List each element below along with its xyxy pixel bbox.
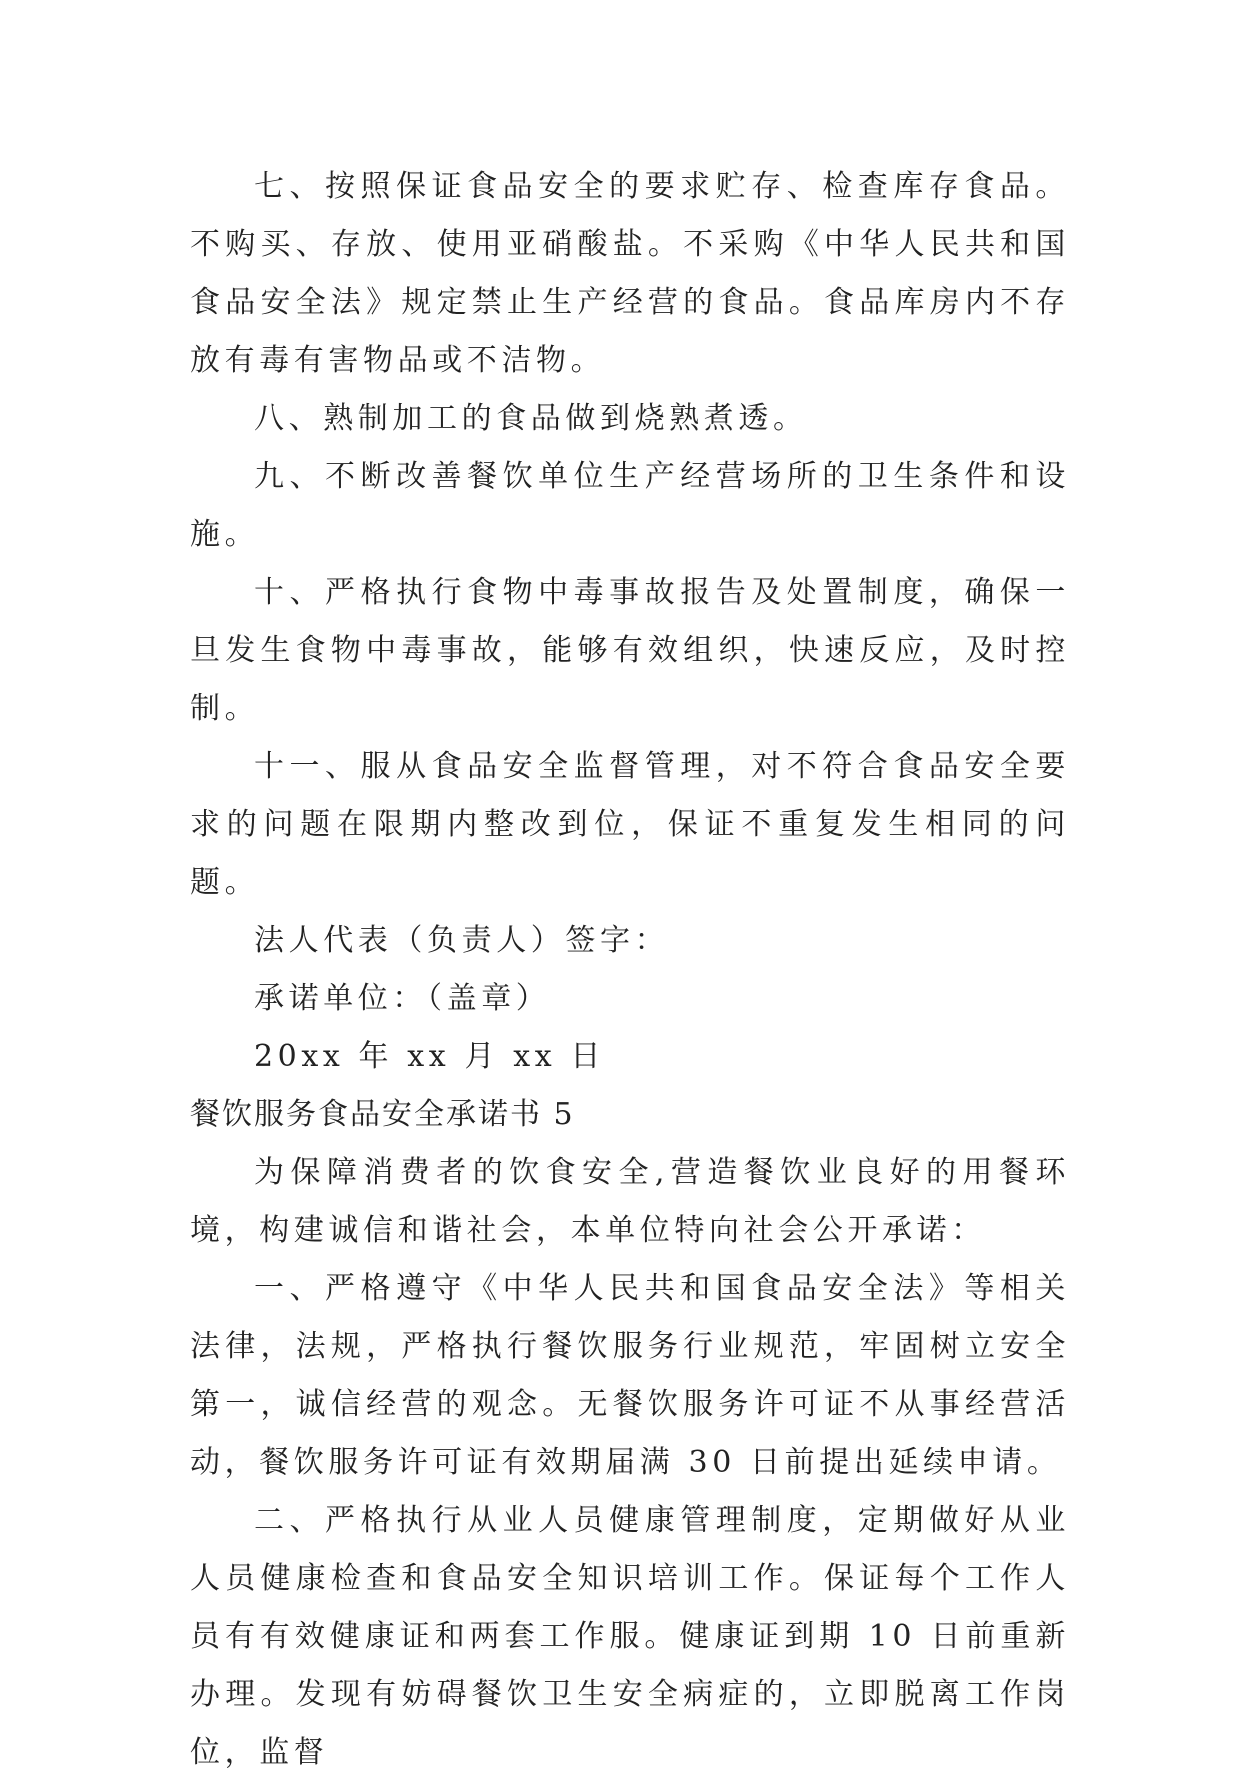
seal-line: 承诺单位：（盖章） <box>254 981 551 1016</box>
paragraph-item-8: 八、熟制加工的食品做到烧熟煮透。 <box>254 401 808 436</box>
paragraph-item-7: 七、按照保证食品安全的要求贮存、检查库存食品。不购买、存放、使用亚硝酸盐。不采购《中华人民共和国食品安全法》规定禁止生产经营的食品。食品库房内不存放有毒有害物品或不洁物。 <box>190 169 1070 378</box>
date-line: 20xx 年 xx 月 xx 日 <box>254 1039 605 1074</box>
paragraph-intro: 为保障消费者的饮食安全,营造餐饮业良好的用餐环境，构建诚信和谐社会，本单位特向社会公开承诺： <box>190 1155 1070 1248</box>
section-heading: 餐饮服务食品安全承诺书 5 <box>190 1097 575 1132</box>
paragraph-item-1: 一、严格遵守《中华人民共和国食品安全法》等相关法律，法规，严格执行餐饮服务行业规范，牢固树立安全第一，诚信经营的观念。无餐饮服务许可证不从事经营活动，餐饮服务许可证有效期届满 30 日前提出延续申请。 <box>190 1271 1070 1480</box>
paragraph-item-11: 十一、服从食品安全监督管理，对不符合食品安全要求的问题在限期内整改到位，保证不重复发生相同的问题。 <box>190 749 1070 900</box>
paragraph-item-2: 二、严格执行从业人员健康管理制度，定期做好从业人员健康检查和食品安全知识培训工作。保证每个工作人员有有效健康证和两套工作服。健康证到期 10 日前重新办理。发现有妨碍餐饮卫生安全病症的，立即脱离工作岗位，监督 <box>190 1503 1070 1770</box>
paragraph-item-9: 九、不断改善餐饮单位生产经营场所的卫生条件和设施。 <box>190 459 1070 552</box>
signature-line: 法人代表（负责人）签字： <box>254 923 670 958</box>
paragraph-item-10: 十、严格执行食物中毒事故报告及处置制度，确保一旦发生食物中毒事故，能够有效组织，快速反应，及时控制。 <box>190 575 1070 726</box>
document-body <box>190 158 1070 1782</box>
